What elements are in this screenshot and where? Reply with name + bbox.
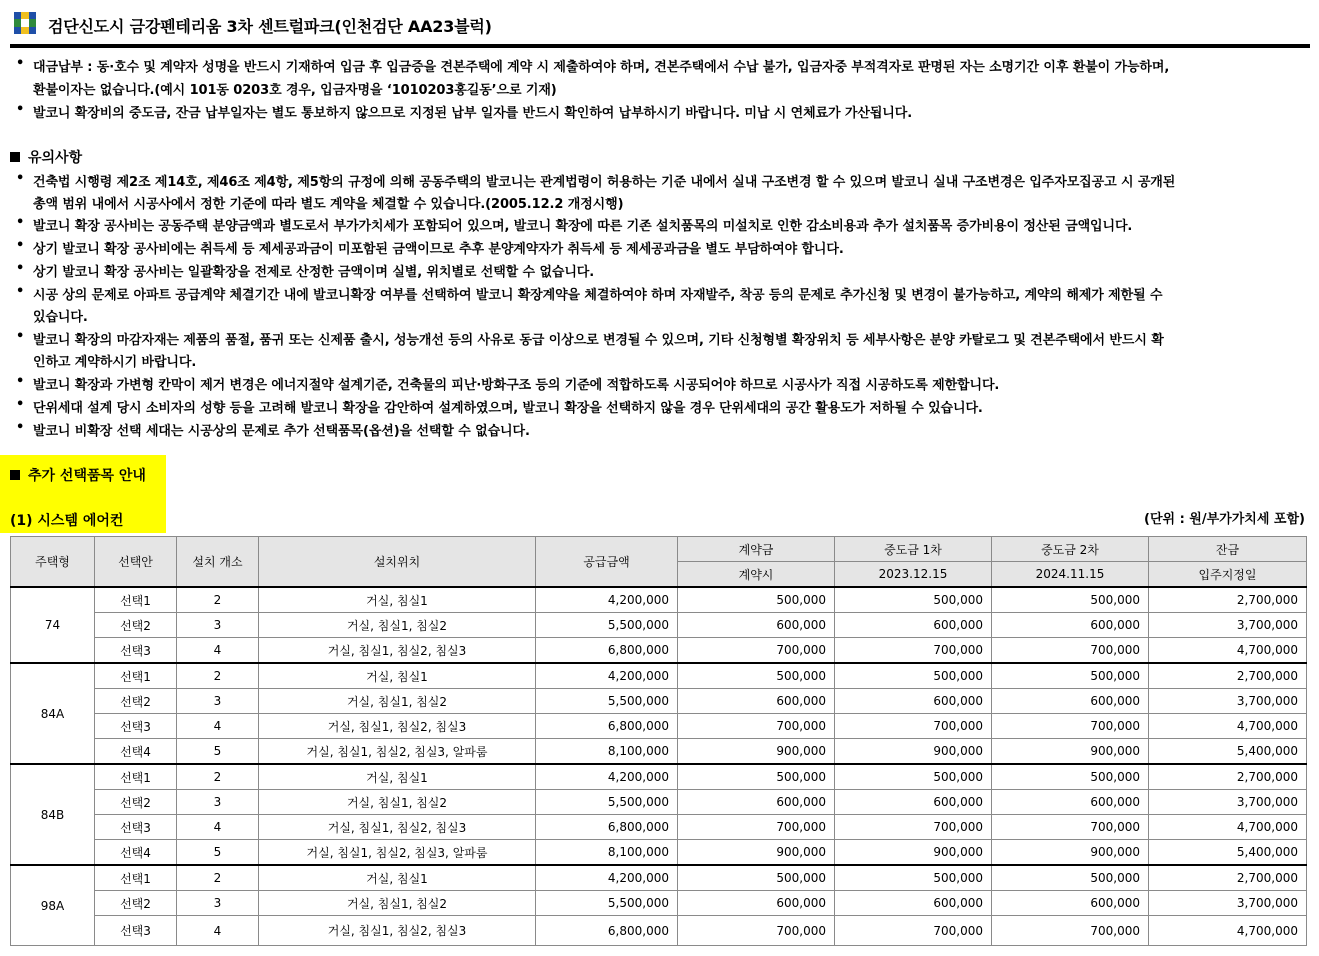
table-row (11, 916, 1307, 946)
cell-deposit: 600,000 (678, 790, 835, 815)
cell-location: 거실, 침실1, 침실2 (259, 891, 536, 916)
cell-count: 4 (177, 815, 259, 840)
options-subheading: (1) 시스템 에어컨 (10, 513, 124, 529)
cell-deposit: 600,000 (678, 613, 835, 638)
col-header-type: 주택형 (11, 537, 95, 588)
cell-choice: 선택3 (95, 916, 177, 946)
table-row (11, 865, 1307, 891)
cell-count: 4 (177, 916, 259, 946)
cell-count: 3 (177, 689, 259, 714)
cell-location: 거실, 침실1, 침실2 (259, 689, 536, 714)
cell-choice: 선택1 (95, 764, 177, 790)
cell-price: 5,500,000 (536, 891, 678, 916)
square-bullet-icon (10, 470, 20, 480)
cell-interim1: 600,000 (835, 613, 992, 638)
cell-interim1: 600,000 (835, 790, 992, 815)
table-body (11, 587, 1307, 946)
col-subheader-balance: 입주지정일 (1149, 562, 1307, 588)
cell-interim1: 600,000 (835, 891, 992, 916)
cell-interim2: 900,000 (992, 840, 1149, 866)
cell-deposit: 500,000 (678, 865, 835, 891)
table-row (11, 638, 1307, 664)
cell-type: 84A (11, 663, 95, 764)
cell-interim1: 700,000 (835, 916, 992, 946)
cell-interim2: 600,000 (992, 613, 1149, 638)
col-header-interim1: 중도금 1차 (835, 537, 992, 562)
cell-balance: 2,700,000 (1149, 587, 1307, 613)
cell-balance: 3,700,000 (1149, 891, 1307, 916)
col-header-count: 설치 개소 (177, 537, 259, 588)
cell-deposit: 700,000 (678, 916, 835, 946)
notes-heading: 유의사항 (10, 147, 82, 167)
cell-price: 5,500,000 (536, 790, 678, 815)
cell-location: 거실, 침실1, 침실2, 침실3, 알파룸 (259, 739, 536, 765)
cell-interim1: 900,000 (835, 840, 992, 866)
cell-location: 거실, 침실1 (259, 587, 536, 613)
cell-choice: 선택2 (95, 790, 177, 815)
cell-choice: 선택2 (95, 891, 177, 916)
cell-price: 5,500,000 (536, 613, 678, 638)
col-header-deposit: 계약금 (678, 537, 835, 562)
cell-interim1: 700,000 (835, 638, 992, 664)
square-bullet-icon (10, 152, 20, 162)
header-rule (10, 44, 1310, 48)
cell-interim1: 700,000 (835, 714, 992, 739)
cell-price: 6,800,000 (536, 638, 678, 664)
cell-deposit: 700,000 (678, 714, 835, 739)
cell-interim2: 500,000 (992, 764, 1149, 790)
cell-interim2: 500,000 (992, 865, 1149, 891)
cell-price: 4,200,000 (536, 865, 678, 891)
cell-count: 4 (177, 638, 259, 664)
cell-price: 4,200,000 (536, 663, 678, 689)
cell-location: 거실, 침실1, 침실2, 침실3 (259, 714, 536, 739)
cell-location: 거실, 침실1 (259, 764, 536, 790)
cell-interim2: 500,000 (992, 663, 1149, 689)
cell-balance: 2,700,000 (1149, 764, 1307, 790)
cell-type: 84B (11, 764, 95, 865)
col-subheader-deposit: 계약시 (678, 562, 835, 588)
cell-balance: 4,700,000 (1149, 916, 1307, 946)
cell-price: 5,500,000 (536, 689, 678, 714)
cell-count: 5 (177, 840, 259, 866)
cell-count: 2 (177, 865, 259, 891)
cell-choice: 선택4 (95, 739, 177, 765)
cell-deposit: 500,000 (678, 764, 835, 790)
cell-choice: 선택2 (95, 689, 177, 714)
col-subheader-interim2: 2024.11.15 (992, 562, 1149, 588)
cell-count: 2 (177, 663, 259, 689)
cell-interim2: 600,000 (992, 689, 1149, 714)
cell-price: 8,100,000 (536, 840, 678, 866)
cell-deposit: 700,000 (678, 638, 835, 664)
cell-balance: 3,700,000 (1149, 613, 1307, 638)
col-header-interim2: 중도금 2차 (992, 537, 1149, 562)
cell-location: 거실, 침실1, 침실2, 침실3 (259, 916, 536, 946)
cell-location: 거실, 침실1, 침실2 (259, 613, 536, 638)
cell-balance: 5,400,000 (1149, 739, 1307, 765)
cell-interim2: 700,000 (992, 916, 1149, 946)
cell-interim1: 500,000 (835, 663, 992, 689)
options-heading: 추가 선택품목 안내 (10, 465, 146, 485)
cell-choice: 선택3 (95, 815, 177, 840)
cell-location: 거실, 침실1 (259, 663, 536, 689)
table-row (11, 663, 1307, 689)
cell-interim1: 500,000 (835, 865, 992, 891)
cell-deposit: 600,000 (678, 891, 835, 916)
cell-type: 74 (11, 587, 95, 663)
cell-interim2: 700,000 (992, 714, 1149, 739)
cell-count: 5 (177, 739, 259, 765)
cell-count: 3 (177, 891, 259, 916)
cell-deposit: 500,000 (678, 587, 835, 613)
cell-price: 8,100,000 (536, 739, 678, 765)
cell-interim2: 700,000 (992, 638, 1149, 664)
table-row (11, 739, 1307, 765)
cell-count: 2 (177, 587, 259, 613)
cell-interim2: 700,000 (992, 815, 1149, 840)
cell-choice: 선택1 (95, 587, 177, 613)
cell-interim2: 600,000 (992, 891, 1149, 916)
table-row (11, 815, 1307, 840)
table-row (11, 587, 1307, 613)
cell-interim2: 900,000 (992, 739, 1149, 765)
cell-choice: 선택4 (95, 840, 177, 866)
table-row (11, 891, 1307, 916)
table-row (11, 689, 1307, 714)
cell-price: 6,800,000 (536, 815, 678, 840)
cell-price: 6,800,000 (536, 916, 678, 946)
cell-balance: 2,700,000 (1149, 663, 1307, 689)
table-row (11, 840, 1307, 866)
cell-interim1: 500,000 (835, 764, 992, 790)
col-header-balance: 잔금 (1149, 537, 1307, 562)
unit-note: (단위 : 원/부가가치세 포함) (1144, 512, 1305, 527)
brand-logo-icon (14, 12, 36, 34)
cell-deposit: 900,000 (678, 739, 835, 765)
document-header (10, 8, 1310, 44)
cell-balance: 4,700,000 (1149, 638, 1307, 664)
cell-choice: 선택3 (95, 714, 177, 739)
cell-balance: 4,700,000 (1149, 815, 1307, 840)
col-header-price: 공급금액 (536, 537, 678, 588)
cell-location: 거실, 침실1, 침실2, 침실3 (259, 638, 536, 664)
cell-count: 4 (177, 714, 259, 739)
cell-type: 98A (11, 865, 95, 946)
cell-deposit: 500,000 (678, 663, 835, 689)
cell-count: 2 (177, 764, 259, 790)
cell-balance: 2,700,000 (1149, 865, 1307, 891)
cell-location: 거실, 침실1, 침실2, 침실3 (259, 815, 536, 840)
table-row (11, 714, 1307, 739)
cell-choice: 선택3 (95, 638, 177, 664)
aircon-price-table (10, 536, 1307, 946)
cell-location: 거실, 침실1, 침실2 (259, 790, 536, 815)
cell-choice: 선택2 (95, 613, 177, 638)
page-title: 검단신도시 금강펜테리움 3차 센트럴파크(인천검단 AA23블럭) (48, 17, 492, 36)
cell-location: 거실, 침실1, 침실2, 침실3, 알파룸 (259, 840, 536, 866)
cell-deposit: 900,000 (678, 840, 835, 866)
cell-deposit: 600,000 (678, 689, 835, 714)
cell-balance: 4,700,000 (1149, 714, 1307, 739)
cell-count: 3 (177, 790, 259, 815)
table-row (11, 790, 1307, 815)
cell-balance: 3,700,000 (1149, 790, 1307, 815)
cell-interim1: 700,000 (835, 815, 992, 840)
cell-choice: 선택1 (95, 663, 177, 689)
table-row (11, 613, 1307, 638)
cell-interim2: 600,000 (992, 790, 1149, 815)
cell-price: 4,200,000 (536, 764, 678, 790)
cell-location: 거실, 침실1 (259, 865, 536, 891)
cell-balance: 3,700,000 (1149, 689, 1307, 714)
col-subheader-interim1: 2023.12.15 (835, 562, 992, 588)
cell-price: 4,200,000 (536, 587, 678, 613)
cell-interim1: 500,000 (835, 587, 992, 613)
table-row (11, 764, 1307, 790)
col-header-location: 설치위치 (259, 537, 536, 588)
cell-price: 6,800,000 (536, 714, 678, 739)
cell-deposit: 700,000 (678, 815, 835, 840)
cell-balance: 5,400,000 (1149, 840, 1307, 866)
cell-interim1: 900,000 (835, 739, 992, 765)
cell-interim2: 500,000 (992, 587, 1149, 613)
cell-choice: 선택1 (95, 865, 177, 891)
cell-interim1: 600,000 (835, 689, 992, 714)
cell-count: 3 (177, 613, 259, 638)
col-header-choice: 선택안 (95, 537, 177, 588)
